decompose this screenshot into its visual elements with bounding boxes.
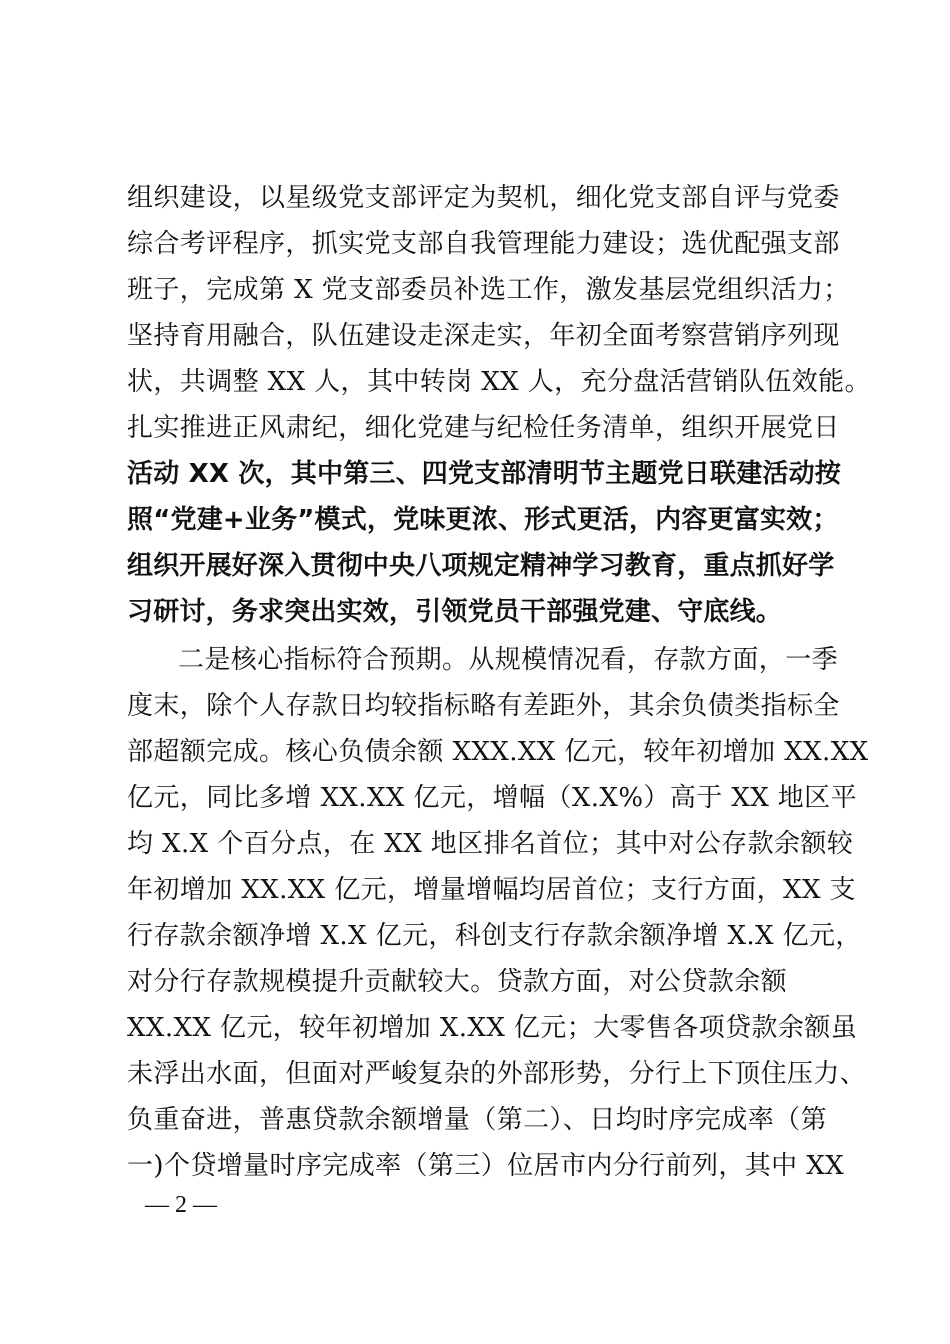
paragraph-line: 年初增加 XX.XX 亿元，增量增幅均居首位；支行方面，XX 支 <box>127 875 856 905</box>
paragraph-line: 组织建设，以星级党支部评定为契机，细化党支部自评与党委 <box>127 183 840 213</box>
paragraph-line: 二是核心指标符合预期。从规模情况看，存款方面，一季 <box>178 645 839 675</box>
page-number: — 2 — <box>145 1192 217 1218</box>
paragraph-line: 坚持育用融合，队伍建设走深走实，年初全面考察营销序列现 <box>127 321 840 351</box>
paragraph-line: 综合考评程序，抓实党支部自我管理能力建设；选优配强支部 <box>127 229 840 259</box>
paragraph-line: 均 X.X 个百分点，在 XX 地区排名首位；其中对公存款余额较 <box>127 829 854 859</box>
paragraph-line: 部超额完成。核心负债余额 XXX.XX 亿元，较年初增加 XX.XX <box>127 737 869 767</box>
paragraph-line: 亿元，同比多增 XX.XX 亿元，增幅（X.X%）高于 XX 地区平 <box>127 783 857 813</box>
paragraph-line: 照“党建+业务”模式，党味更浓、形式更活，内容更富实效； <box>127 505 839 535</box>
paragraph-line: 扎实推进正风肃纪，细化党建与纪检任务清单，组织开展党日 <box>127 413 840 443</box>
paragraph-line: 度末，除个人存款日均较指标略有差距外，其余负债类指标全 <box>127 691 840 721</box>
paragraph-line: XX.XX 亿元，较年初增加 X.XX 亿元；大零售各项贷款余额虽 <box>127 1013 858 1043</box>
paragraph-line: 行存款余额净增 X.X 亿元，科创支行存款余额净增 X.X 亿元， <box>127 921 862 951</box>
paragraph-line: 班子，完成第 X 党支部委员补选工作，激发基层党组织活力； <box>127 275 850 305</box>
paragraph-line: 活动 XX 次，其中第三、四党支部清明节主题党日联建活动按 <box>127 459 841 489</box>
paragraph-line: 负重奋进，普惠贷款余额增量（第二）、日均时序完成率（第 <box>127 1105 827 1135</box>
paragraph-line: 一)个贷增量时序完成率（第三）位居市内分行前列，其中 XX <box>127 1151 845 1181</box>
paragraph-line: 状，共调整 XX 人，其中转岗 XX 人，充分盘活营销队伍效能。 <box>127 367 871 397</box>
paragraph-line: 习研讨，务求突出实效，引领党员干部强党建、守底线。 <box>127 597 783 627</box>
paragraph-line: 未浮出水面，但面对严峻复杂的外部形势，分行上下顶住压力、 <box>127 1059 867 1089</box>
paragraph-line: 组织开展好深入贯彻中央八项规定精神学习教育，重点抓好学 <box>127 551 835 581</box>
paragraph-line: 对分行存款规模提升贡献较大。贷款方面，对公贷款余额 <box>127 967 788 997</box>
